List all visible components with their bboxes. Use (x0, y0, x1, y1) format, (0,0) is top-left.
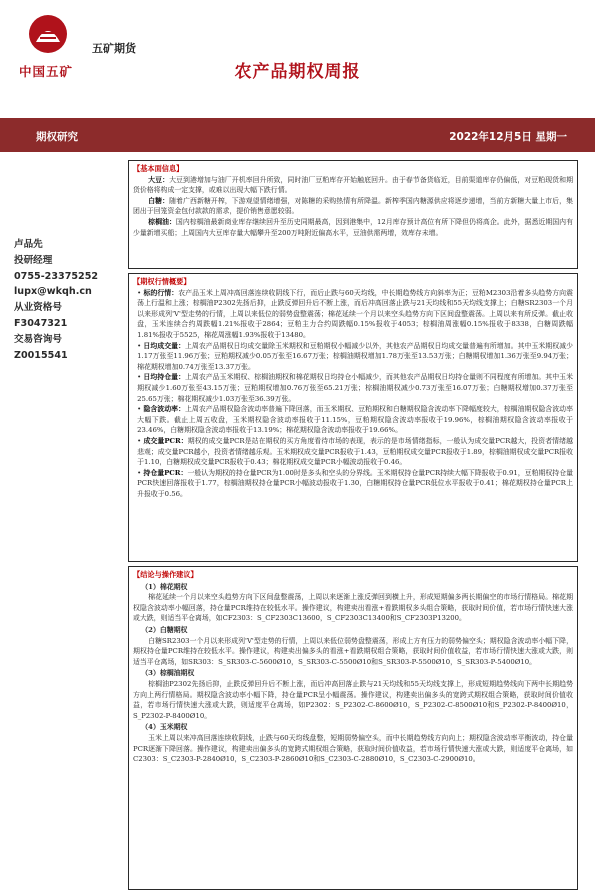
market-item: • 日均持仓量：上周农产品玉米期权、棕榈油期权和棉花期权日均持仓小幅减少，而其他农产品期权日均持仓量则不同程度有所增加。其中玉米期权减少1.60万张至43.15万张；豆粕期权增加0.76万张至65.21万张；棕榈油期权减少0.73万张至16.07万张；白糖期权增加0.37万张至25.65万张；棉花期权减少1.03万张至36.39万张。 (137, 373, 573, 403)
suggestions-box (128, 566, 578, 890)
company-name: 五矿期货 (92, 42, 136, 55)
market-item: • 成交量PCR：期权的成交量PCR是站在期权的买方角度看待市场的表现，表示的是市场情绪指标，一般认为成交量PCR越大，投资者情绪越悲观；成交量PCR越小，投资者情绪越乐观。玉米期权成交量PCR报收于1.43，豆粕期权成交量PCR报收于1.89，棕榈油期权成交量PCR报收于1.10，白糖期权成交量PCR报收于0.43；棉花期权成交量PCR小幅波动报收于0.46。 (137, 436, 573, 467)
market-item: • 标的行情：农产品玉米上周冲高回落连续收阴线下行，而后止跌与60天均线，中长期趋势线方向斜率为正；豆粕M2303沿着多头趋势方向震荡上行温和上涨；棕榈油P2302先扬后抑，止跌反弹回升后不断上涨，而后冲高回落止跌与21天均线和55天均线支撑上；白糖SR2303一个月以来形成列'V'型走势的行情，上周以来低位的弱势盘整震荡；棉花延续一个月以来空头趋势方向下区间盘整震荡。上周以来有所反弹。截止收盘，玉米连续合约周跌幅1.21%报收于2864；豆粕主力合约周跌幅0.15%报收于4053；棕榈油周涨幅0.15%报收于8338，白糖周跌幅1.81%报收于5525，棉花周涨幅1.93%报收于13480。 (137, 288, 574, 339)
qualification-number: F3047321 (14, 317, 68, 329)
suggestion-text: 玉米上周以来冲高回落连续收阴线，止跌与60天均线盘整，短期弱势偏空头，而中长期趋势线方向向上；期权隐含波动率平衡波动，持仓量PCR逐渐下降回落。操作建议，构建卖出偏多头的宽跨式期权组合策略，获取时间价值收益，若市场行情快速大涨或大跌，则适度平仓离场，如C2303：S_C2303-P-2840Ø10，S_C2303-P-2860Ø10和S_C2303-C-2880Ø10，S_C2303-C-2900Ø10。 (133, 733, 573, 764)
banner-date: 2022年12月5日 星期一 (449, 131, 567, 143)
logo-text: 中国五矿 (19, 64, 74, 79)
analyst-name: 卢品先 (14, 239, 43, 250)
market-item: • 持仓量PCR：一般认为期权的持仓量PCR为1.00时是多头和空头的分界线。玉米期权持仓量PCR持续大幅下降报收于0.91，豆粕期权持仓量PCR快速回落报收于1.77，棕榈油期权持仓量PCR小幅波动报收于1.30，白糖期权持仓量PCR低位水平报收于0.41；棉花期权持仓量PCR上升报收于0.56。 (137, 468, 573, 498)
suggestion-title: （1）棉花期权 (141, 582, 188, 591)
qualification-label: 从业资格号 (14, 302, 62, 314)
china-minmetals-logo-icon (28, 14, 68, 54)
analyst-role: 投研经理 (14, 254, 53, 266)
fundamental-item: 棕榈油：国内棕榈油最新商业库存继续回升至历史同期最高，因到港集中，12月库存预计高位有所下降但仍将高企。此外，据悉近期国内有少量新增买船；上周国内大豆库存量大幅攀升至200万吨附近偏高水平，豆油供需两增，效库存未增。 (133, 217, 574, 237)
fundamentals-box (128, 160, 578, 269)
suggestion-text: 白糖SR2303一个月以来形成列'V'型走势的行情，上周以来低位弱势盘整震荡，形成上方有压力的弱势偏空头；期权隐含波动率小幅下降，期权持仓量PCR维持在较低水平。操作建议，构建卖出偏多头的看涨+看跌期权组合策略，获取时间价值收益，若市场行情快速大涨或大跌，则适当平仓离场，如SR303：S_SR303-C-5600Ø10，S_SR303-C-5500Ø10和S_SR303-P-5500Ø10，S_SR303-P-5400Ø10。 (133, 636, 573, 666)
report-body (128, 160, 578, 890)
market-item: • 日均成交量：上周农产品期权日均成交量除玉米期权和豆粕期权小幅减少以外，其他农产品期权日均成交量普遍有所增加。其中玉米期权减少1.17万张至11.96万张；豆粕期权减少0.05万张至16.67万张；棕榈油期权增加1.78万张至13.53万张；白糖期权增加1.36万张至9.94万张；棉花期权增加0.74万张至13.37万张。 (137, 341, 573, 371)
analyst-email[interactable]: lupx@wkqh.cn (14, 286, 92, 298)
suggestion-title: （2）白糖期权 (141, 625, 188, 634)
analyst-phone: 0755-23375252 (14, 270, 99, 282)
suggestion-title: （3）棕榈油期权 (141, 669, 195, 678)
suggestions-heading: 【结论与操作建议】 (133, 570, 198, 579)
market-item: • 隐含波动率：上周农产品期权隐含波动率普遍下降回落，而玉米期权、豆粕期权和白糖期权隐含波动率下降幅度较大，棕榈油期权隐含波动率大幅下跌。截止上周五收盘，玉米期权隐含波动率报收于11.15%，豆粕期权隐含波动率报收于19.96%，棕榈油期权隐含波动率报收于23.46%，白糖期权隐含波动率报收于13.19%；棉花期权隐含波动率报收于19.66%。 (137, 405, 573, 435)
market-heading: 【期权行情概要】 (133, 277, 191, 286)
suggestion-text: 棉花延续一个月以来空头趋势方向下区间盘整震荡，上周以来逐渐上涨反弹回到横上升，形成短期偏多两长期偏空的市场行情格局。棉花期权隐含波动率小幅回落，持仓量PCR维持在较低水平。操作建议，构建卖出看涨+看跌期权多头组合策略，获取时间价值，若市场行情快速大涨或大跌，则适当平仓离场，如CF2303：S_CF2303C13600，S_CF2303C13400和S_CF2303P13200。 (133, 593, 573, 623)
report-title: 农产品期权周报 (234, 62, 361, 82)
suggestion-text: 棕榈油P2302先扬后抑，止跌反弹回升后不断上涨，而后冲高回落止跌与21天均线和55天均线支撑上，形成短期趋势线向下两中长期趋势方向上两行情格局。期权隐含波动率小幅下降，持仓量PCR呈小幅震荡。操作建议，构建卖出偏多头的宽跨式期权组合策略，获取时间价值收益，若市场行情快速大涨或大跌，则适度平仓离场，如P2302：S_P2302-C-8600Ø10，S_P2302-C-8500Ø10和S_P2302-P-8400Ø10，S_P2302-P-8400Ø10。 (133, 679, 573, 720)
advisory-label: 交易咨询号 (14, 333, 62, 345)
advisory-number: Z0015541 (14, 349, 68, 361)
banner-category: 期权研究 (36, 131, 78, 143)
fundamentals-heading: 【基本面信息】 (133, 164, 184, 173)
fundamental-item: 白糖：随着广西新糖开榨，下游观望情绪增强，对陈糖的采购热情有所降温。新榨季国内糖源供应将逐步递增，当前方新糖大量上市后，集团出于回笼资金包付款款的需求，提价销售意愿较弱。 (133, 196, 574, 216)
suggestion-title: （4）玉米期权 (141, 723, 188, 732)
fundamental-item: 大豆：大豆到港增加与油厂开机率回升所致，同时油厂豆粕库存开始触底回升。由于春节备货临近，目前渠道库存仍偏低，对豆粕现货和期货价格将构成一定支撑，或难以出现大幅下跌行情。 (133, 175, 574, 195)
market-summary-box (128, 273, 578, 562)
analyst-info (14, 237, 124, 363)
